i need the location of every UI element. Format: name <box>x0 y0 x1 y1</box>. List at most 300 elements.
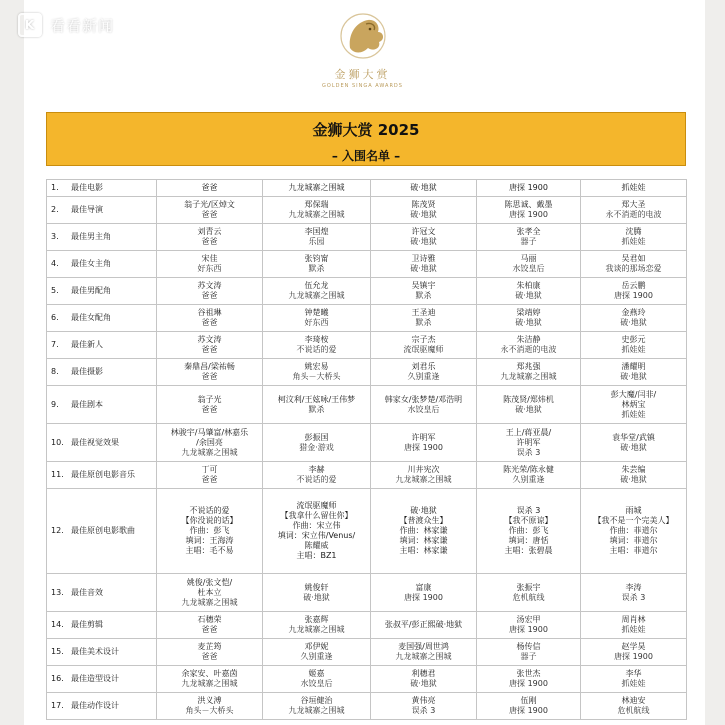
nominee-film: 误杀 3 <box>516 447 541 457</box>
category-cell <box>47 612 157 639</box>
category-name: 最佳男配角 <box>71 286 111 295</box>
nominee-film: 爸爸 <box>201 210 218 219</box>
category-cell <box>47 197 157 224</box>
table-row <box>47 639 687 666</box>
nominee-name: 陈思诚、戴墨 <box>504 200 553 209</box>
nominee-cell <box>263 639 371 666</box>
nominee-name: 郑兆强 <box>516 362 541 371</box>
category-number: 15. <box>51 647 64 656</box>
nominee-film: 爸爸 <box>201 318 218 327</box>
nominee-name: 富康 <box>415 582 432 592</box>
nominee-name: 翁子光/区焯文 <box>184 200 235 209</box>
category-cell <box>47 489 157 574</box>
nominee-cell <box>581 612 687 639</box>
nominee-name: 麦国强/周世鸿 <box>398 642 449 651</box>
nominee-film: 乐园 <box>308 237 325 246</box>
nominee-film: 唐探 1900 <box>509 210 548 219</box>
nominee-film: 水饺皇后 <box>407 404 440 414</box>
nominee-film: 九龙城寨之围城 <box>500 372 557 381</box>
table-row <box>47 251 687 278</box>
nominee-film: 九龙城寨之围城 <box>288 625 345 634</box>
nominee-film: 误杀 3 <box>411 706 436 715</box>
nominee-name: 余家安、叶嘉茵 <box>181 669 238 678</box>
nominee-cell <box>371 224 477 251</box>
nominee-name: 张嘉辉 <box>304 615 329 624</box>
nominee-cell <box>371 639 477 666</box>
nominee-cell <box>581 666 687 693</box>
table-row <box>47 489 687 574</box>
category-name: 最佳导演 <box>71 205 103 214</box>
nominee-film: 唐探 1900 <box>509 625 548 634</box>
nominee-film: 爸爸 <box>201 475 218 484</box>
nominee-cell <box>157 639 263 666</box>
category-cell <box>47 180 157 197</box>
nominee-cell <box>371 574 477 612</box>
nominee-name: 翁子光 <box>197 394 222 404</box>
nominee-name: 作曲：彭飞 <box>508 526 549 535</box>
nominee-cell <box>263 180 371 197</box>
nominee-film: 水饺皇后 <box>300 679 333 688</box>
left-margin <box>0 0 24 725</box>
category-number: 2. <box>51 205 59 214</box>
nominee-cell <box>371 359 477 386</box>
nominee-name: 伍刚 <box>520 696 537 705</box>
nominee-name: 郑大圣 <box>621 200 646 209</box>
nominee-film: 永不消逝的电波 <box>500 345 557 354</box>
nominee-name: 林炳宝 <box>621 399 646 409</box>
nominee-name: 作曲：林家谦 <box>399 526 448 535</box>
nominee-name: 张振宇 <box>516 582 541 592</box>
nominee-cell <box>371 693 477 720</box>
nominee-film: 久别重逢 <box>407 372 440 381</box>
nominee-name: 汤宏甲 <box>516 615 541 624</box>
category-name: 最佳视觉效果 <box>71 437 119 447</box>
category-number: 5. <box>51 286 59 295</box>
nominee-cell <box>581 639 687 666</box>
table-row <box>47 332 687 359</box>
nominee-cell <box>477 574 581 612</box>
nominee-name: 姚宏易 <box>304 362 329 371</box>
table-row <box>47 693 687 720</box>
nominee-film: 误杀 3 <box>621 592 646 602</box>
nominee-film: 唐探 1900 <box>614 291 653 300</box>
nominee-cell <box>263 359 371 386</box>
nominee-film: 破·地狱 <box>620 372 647 381</box>
nominee-name: 许明军 <box>516 437 541 447</box>
nominee-film: 我谈的那场恋爱 <box>605 264 662 273</box>
nominee-name: 陈耀威 <box>304 541 329 550</box>
nominee-name: 作曲：菲道尔 <box>609 526 658 535</box>
nominee-cell <box>477 639 581 666</box>
nominee-film: 破·地狱 <box>620 318 647 327</box>
nominee-cell <box>477 489 581 574</box>
nominee-name: 马丽 <box>520 254 537 263</box>
nominee-cell <box>581 462 687 489</box>
category-name: 最佳原创电影音乐 <box>71 470 135 479</box>
nominee-film: 器子 <box>520 652 537 661</box>
nominee-name: 填词：宋立伟/Venus/ <box>277 531 356 540</box>
nominee-film: 唐探 1900 <box>614 652 653 661</box>
nominee-cell <box>263 278 371 305</box>
category-number: 8. <box>51 367 59 376</box>
nominee-film: 好东西 <box>304 318 329 327</box>
category-cell <box>47 639 157 666</box>
nominee-cell <box>263 574 371 612</box>
nominee-film: 唐探 1900 <box>509 706 548 715</box>
nominee-cell <box>263 612 371 639</box>
category-number: 14. <box>51 620 64 629</box>
nominee-name: 卫诗雅 <box>411 254 436 263</box>
nominee-film: 九龙城寨之围城 <box>288 210 345 219</box>
nominee-name: 填词：王海涛 <box>185 536 234 545</box>
nominee-film: 默杀 <box>308 404 325 414</box>
category-name: 最佳摄影 <box>71 367 103 376</box>
nominee-name: 利穗君 <box>411 669 436 678</box>
category-number: 12. <box>51 526 64 535</box>
category-name: 最佳原创电影歌曲 <box>71 526 135 535</box>
nominee-name: 主唱：毛不易 <box>185 546 234 555</box>
nominee-name: 许明军 <box>411 432 436 442</box>
table-row <box>47 612 687 639</box>
nominee-film: 爸爸 <box>201 345 218 354</box>
nominee-cell <box>581 489 687 574</box>
logo-name-en: GOLDEN SINGA AWARDS <box>322 83 403 89</box>
nominee-name: 朱柏康 <box>516 281 541 290</box>
nominee-film: 九龙城寨之围城 <box>395 475 452 484</box>
nominee-cell <box>157 197 263 224</box>
nominee-name: 主唱：BZ1 <box>296 551 337 560</box>
nominee-film: 爸爸 <box>201 291 218 300</box>
nominee-film: 器子 <box>520 237 537 246</box>
category-name: 最佳剪辑 <box>71 620 103 629</box>
nominee-cell <box>157 386 263 424</box>
category-name: 最佳女主角 <box>71 259 111 268</box>
nominee-cell <box>263 489 371 574</box>
category-number: 4. <box>51 259 59 268</box>
nominee-name: 李国煌 <box>304 227 329 236</box>
nominee-film: 九龙城寨之围城 <box>181 597 238 607</box>
category-cell <box>47 386 157 424</box>
nominee-film: 默杀 <box>415 318 432 327</box>
nominee-name: 【普渡众生】 <box>399 516 448 525</box>
category-number: 13. <box>51 587 64 597</box>
nominee-cell <box>371 489 477 574</box>
nominee-name: 郑保瑞 <box>304 200 329 209</box>
nominee-name: 邓伊妮 <box>304 642 329 651</box>
nominee-name: 王圣迪 <box>411 308 436 317</box>
nominee-cell <box>263 386 371 424</box>
nominee-cell <box>157 666 263 693</box>
category-cell <box>47 224 157 251</box>
nominee-film: 破·地狱 <box>410 237 437 246</box>
nominee-name: 宗子杰 <box>411 335 436 344</box>
nominee-table <box>46 179 687 720</box>
nominee-film: 爸爸 <box>201 237 218 246</box>
nominee-name: 破·地狱 <box>410 183 437 192</box>
nominee-name: 王上/蒋亚晨/ <box>505 427 552 437</box>
nominee-cell <box>371 180 477 197</box>
nominee-name: 苏文涛 <box>197 281 222 290</box>
nominee-film: 破·地狱 <box>620 475 647 484</box>
nominee-name: 黄伟亮 <box>411 696 436 705</box>
nominee-name: 彭大魔/闫非/ <box>610 389 657 399</box>
nominee-film: 好东西 <box>197 264 222 273</box>
nominee-name: 林迪安 <box>621 696 646 705</box>
nominee-cell <box>263 462 371 489</box>
nominee-name: 张世杰 <box>516 669 541 678</box>
nominee-name: 雨城 <box>625 506 642 515</box>
nominee-name: 赵学昊 <box>621 642 646 651</box>
nominee-name: 【你没说的话】 <box>181 516 238 525</box>
nominee-film: 破·地狱 <box>410 679 437 688</box>
category-name: 最佳剧本 <box>71 399 103 409</box>
nominee-film: 水饺皇后 <box>512 264 545 273</box>
nominee-film: 破·地狱 <box>410 210 437 219</box>
table-row <box>47 424 687 462</box>
nominee-cell <box>157 612 263 639</box>
nominee-name: 金燕玲 <box>621 308 646 317</box>
nominee-cell <box>581 278 687 305</box>
nominee-film: 唐探 1900 <box>404 592 443 602</box>
nominee-film: 爸爸 <box>201 372 218 381</box>
nominee-name: 宋佳 <box>201 254 218 263</box>
nominee-film: 不说话的爱 <box>296 475 337 484</box>
watermark-text: 看看新闻 <box>50 16 115 35</box>
category-cell <box>47 278 157 305</box>
nominee-cell <box>371 197 477 224</box>
nominee-cell <box>477 359 581 386</box>
nominee-cell <box>157 278 263 305</box>
nominee-name: 吴君如 <box>621 254 646 263</box>
nominee-name: 杨传信 <box>516 642 541 651</box>
nominee-name: 川井宪次 <box>407 465 440 474</box>
nominee-name: 填词：唐恬 <box>508 536 549 545</box>
category-name: 最佳电影 <box>71 183 103 192</box>
nominee-cell <box>157 251 263 278</box>
nominee-film: 爸爸 <box>201 404 218 414</box>
nominee-film: 抓娃娃 <box>621 409 646 419</box>
logo-name-cn: 金狮大赏 <box>334 68 391 81</box>
nominee-film: 永不消逝的电波 <box>605 210 662 219</box>
nominee-cell <box>263 666 371 693</box>
table-row <box>47 574 687 612</box>
nominee-cell <box>581 424 687 462</box>
nominee-cell <box>581 224 687 251</box>
nominee-name: 误杀 3 <box>516 506 541 515</box>
table-row <box>47 180 687 197</box>
nominee-cell <box>371 666 477 693</box>
nominee-name: 破·地狱 <box>410 506 437 515</box>
nominee-name: 九龙城寨之围城 <box>288 183 345 192</box>
nominee-film: 破·地狱 <box>410 264 437 273</box>
category-cell <box>47 424 157 462</box>
category-cell <box>47 359 157 386</box>
nominee-name: 柯汶利/王妶咏/王伟梦 <box>277 394 356 404</box>
nominee-name: 李涛 <box>625 582 642 592</box>
nominee-name: 陈茂贤 <box>411 200 436 209</box>
nominee-name: 秦鼎昌/梁祐畅 <box>184 362 235 371</box>
nominee-name: 梁靖婷 <box>516 308 541 317</box>
nominee-name: 杜本立 <box>197 587 222 597</box>
nominee-film: 抓娃娃 <box>621 679 646 688</box>
nominee-name: 沈腾 <box>625 227 642 236</box>
nominee-cell <box>157 693 263 720</box>
nominee-cell <box>581 574 687 612</box>
nominee-cell <box>371 332 477 359</box>
nominee-name: 【我拿什么留住你】 <box>280 511 353 520</box>
nominee-cell <box>371 251 477 278</box>
nominee-name: 刘君乐 <box>411 362 436 371</box>
nominee-cell <box>477 462 581 489</box>
category-cell <box>47 251 157 278</box>
nominee-cell <box>263 693 371 720</box>
nominee-cell <box>477 386 581 424</box>
nominee-cell <box>157 359 263 386</box>
nominee-film: 默杀 <box>308 264 325 273</box>
nominee-name: 不说话的爱 <box>189 506 230 515</box>
nominee-cell <box>157 180 263 197</box>
page-subtitle: – 入围名单 – <box>331 149 401 163</box>
nominee-cell <box>581 251 687 278</box>
table-row <box>47 386 687 424</box>
nominee-name: 张孝全 <box>516 227 541 236</box>
nominee-film: 九龙城寨之围城 <box>395 652 452 661</box>
nominee-cell <box>477 197 581 224</box>
nominee-name: 朱洁静 <box>516 335 541 344</box>
nominee-name: 李华 <box>625 669 642 678</box>
nominee-film: 抓娃娃 <box>621 625 646 634</box>
category-cell <box>47 666 157 693</box>
nominee-film: 抓娃娃 <box>621 345 646 354</box>
nominee-name: 姬嘉 <box>308 669 325 678</box>
nominee-name: 麦芷筠 <box>197 642 222 651</box>
nominee-name: 许冠文 <box>411 227 436 236</box>
nominee-cell <box>157 424 263 462</box>
nominee-name: 陈茂贤/郑炜机 <box>503 394 554 404</box>
nominee-name: 作曲：彭飞 <box>189 526 230 535</box>
nominee-cell <box>581 386 687 424</box>
nominee-name: 丁可 <box>201 465 218 474</box>
nominee-name: 主唱：张碧晨 <box>504 546 553 555</box>
nominee-film: 破·地狱 <box>515 318 542 327</box>
nominee-name: 填词：菲道尔 <box>609 536 658 545</box>
category-name: 最佳动作设计 <box>71 701 119 710</box>
nominee-film: 九龙城寨之围城 <box>181 679 238 688</box>
nominee-name: 流氓驱魔师 <box>296 501 337 510</box>
nominee-cell <box>581 332 687 359</box>
nominee-cell <box>371 386 477 424</box>
title-banner <box>46 112 686 166</box>
nominee-cell <box>263 224 371 251</box>
nominee-name: 抓娃娃 <box>621 183 646 192</box>
table-row <box>47 305 687 332</box>
category-number: 7. <box>51 340 59 349</box>
nominee-cell <box>263 251 371 278</box>
nominee-cell <box>157 224 263 251</box>
nominee-cell <box>263 424 371 462</box>
nominee-name: 谷祖琳 <box>197 308 222 317</box>
nominee-cell <box>581 305 687 332</box>
nominee-name: 【我不原谅】 <box>504 516 553 525</box>
category-name: 最佳美术设计 <box>71 647 119 656</box>
category-number: 9. <box>51 399 59 409</box>
table-row <box>47 278 687 305</box>
nominee-film: 流氓驱魔师 <box>403 345 444 354</box>
nominee-name: 袁华堂/武镇 <box>612 432 655 442</box>
nominee-cell <box>581 197 687 224</box>
nominee-film: 破·地狱 <box>515 404 542 414</box>
nominee-cell <box>157 489 263 574</box>
nominee-cell <box>477 332 581 359</box>
nominee-name: 周肖林 <box>621 615 646 624</box>
nominee-cell <box>477 278 581 305</box>
table-row <box>47 666 687 693</box>
nominee-cell <box>477 251 581 278</box>
nominee-cell <box>477 424 581 462</box>
nominee-cell <box>157 574 263 612</box>
nominee-film: 破·地狱 <box>620 442 647 452</box>
nominee-film: 久别重逢 <box>300 652 333 661</box>
nominee-name: 洪义溥 <box>197 696 222 705</box>
nominee-name: 作曲：宋立伟 <box>292 521 341 530</box>
nominee-cell <box>263 305 371 332</box>
nominee-film: 破·地狱 <box>515 291 542 300</box>
watermark-logo-icon: K <box>18 13 42 37</box>
category-number: 1. <box>51 183 59 192</box>
category-number: 11. <box>51 470 64 479</box>
nominee-name: 吴镇宇 <box>411 281 436 290</box>
nominee-cell <box>371 424 477 462</box>
nominee-cell <box>263 197 371 224</box>
nominee-cell <box>157 305 263 332</box>
nominee-name: 陈光荣/陈永健 <box>503 465 554 474</box>
nominee-film: 默杀 <box>415 291 432 300</box>
nominee-film: 破·地狱 <box>303 592 330 602</box>
nominee-name: 林骏宇/马肇富/林嘉乐 <box>170 427 249 437</box>
nominee-name: 张钧甯 <box>304 254 329 263</box>
category-name: 最佳音效 <box>71 587 103 597</box>
category-number: 3. <box>51 232 59 241</box>
nominee-name: 爸爸 <box>201 183 218 192</box>
nominee-film: 九龙城寨之围城 <box>288 706 345 715</box>
nominee-name: 彭振国 <box>304 432 329 442</box>
nominee-cell <box>263 332 371 359</box>
nominee-film: 九龙城寨之围城 <box>181 447 238 457</box>
nominee-film: 猎金·游戏 <box>299 442 334 452</box>
category-number: 16. <box>51 674 64 683</box>
category-name: 最佳男主角 <box>71 232 111 241</box>
category-name: 最佳女配角 <box>71 313 111 322</box>
table-row <box>47 462 687 489</box>
table-row <box>47 197 687 224</box>
nominee-name: 史彭元 <box>621 335 646 344</box>
nominee-name: 填词：林家谦 <box>399 536 448 545</box>
nominee-cell <box>477 224 581 251</box>
nominee-cell <box>477 666 581 693</box>
category-cell <box>47 462 157 489</box>
nominee-name: 刘青云 <box>197 227 222 236</box>
category-cell <box>47 332 157 359</box>
nominee-name: 潘耀明 <box>621 362 646 371</box>
nominee-cell <box>477 180 581 197</box>
nominee-film: 角头－大桥头 <box>185 706 234 715</box>
category-number: 6. <box>51 313 59 322</box>
nominee-name: 苏文涛 <box>197 335 222 344</box>
news-watermark <box>18 12 114 38</box>
nominee-cell <box>581 359 687 386</box>
nominee-film: 抓娃娃 <box>621 237 646 246</box>
nominee-film: 危机航线 <box>512 592 545 602</box>
